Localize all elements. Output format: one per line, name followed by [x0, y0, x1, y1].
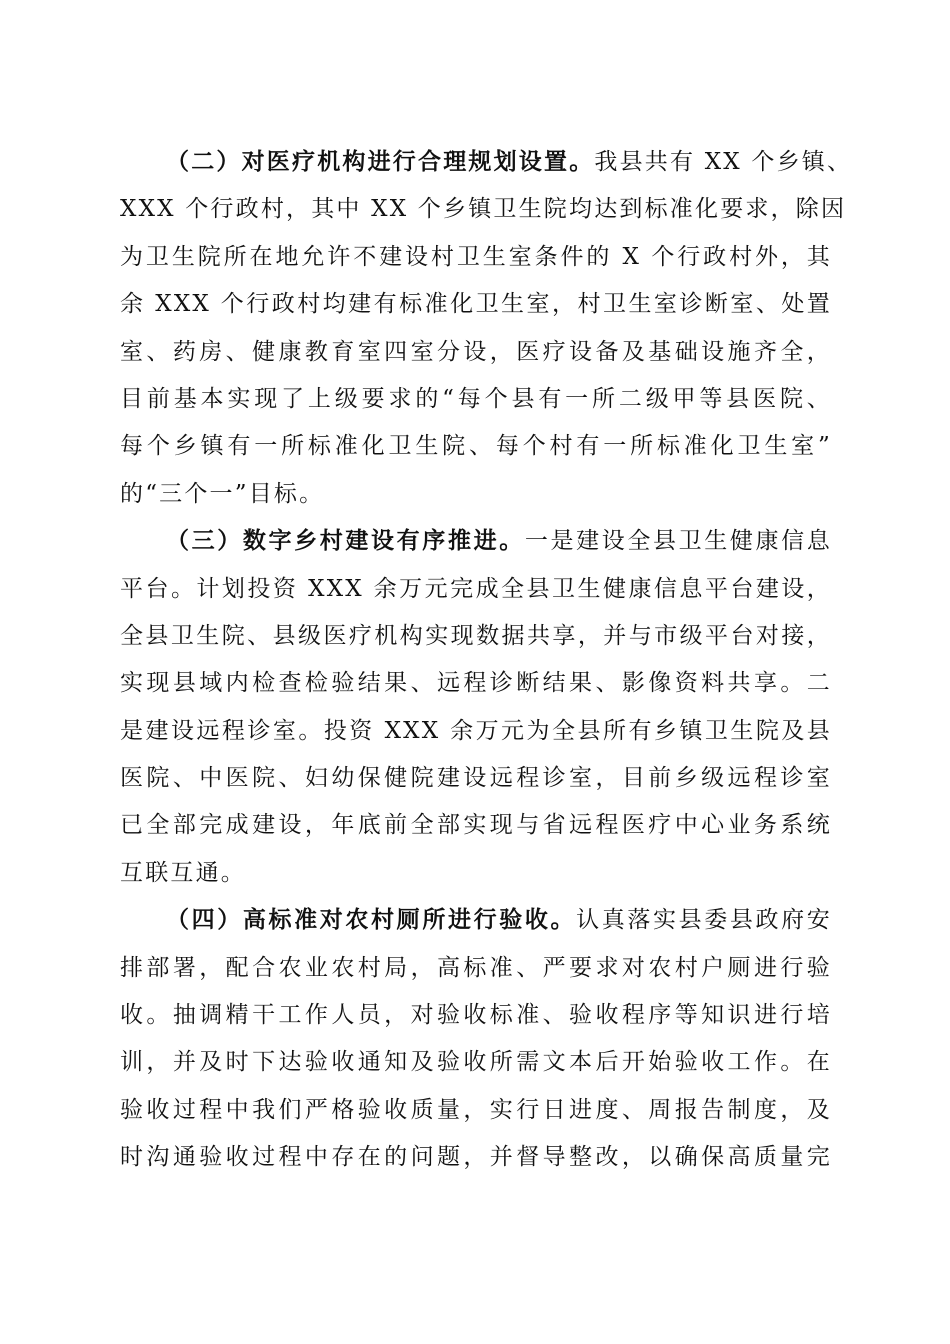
paragraph-digital-village [120, 518, 832, 897]
paragraph-first-line [120, 897, 832, 944]
paragraph-toilet-inspection [120, 897, 832, 1181]
text-run: 一是建设全县卫生健康信息 [524, 528, 832, 555]
text-line: 平台。计划投资 XXX 余万元完成全县卫生健康信息平台建设， [120, 575, 832, 602]
text-line: 目前基本实现了上级要求的“每个县有一所二级甲等县医院、 [120, 385, 832, 412]
text-line: 全县卫生院、县级医疗机构实现数据共享，并与市级平台对接， [120, 622, 832, 649]
text-line: 时沟通验收过程中存在的问题，并督导整改，以确保高质量完 [120, 1144, 832, 1171]
text-line: 余 XXX 个行政村均建有标准化卫生室，村卫生室诊断室、处置 [120, 291, 832, 318]
text-line: 训，并及时下达验收通知及验收所需文本后开始验收工作。在 [120, 1049, 832, 1076]
paragraph-first-line [120, 139, 853, 186]
text-line: 每个乡镇有一所标准化卫生院、每个村有一所标准化卫生室” [120, 433, 832, 460]
text-run: 我县共有 XX 个乡镇、 [594, 149, 853, 175]
text-line: XXX 个行政村，其中 XX 个乡镇卫生院均达到标准化要求，除因 [120, 196, 847, 223]
section-heading: （二）对医疗机构进行合理规划设置。 [166, 149, 595, 175]
text-line: 已全部完成建设，年底前全部实现与省远程医疗中心业务系统 [120, 812, 832, 839]
text-line: 互联互通。 [120, 859, 246, 886]
section-heading: （四）高标准对农村厕所进行验收。 [166, 907, 577, 934]
text-line: 为卫生院所在地允许不建设村卫生室条件的 X 个行政村外，其 [120, 243, 832, 270]
paragraph-medical-institutions [120, 139, 853, 518]
paragraph-first-line [120, 518, 832, 565]
text-line: 是建设远程诊室。投资 XXX 余万元为全县所有乡镇卫生院及县 [120, 717, 832, 744]
text-line: 室、药房、健康教育室四室分设，医疗设备及基础设施齐全， [120, 338, 832, 365]
text-line: 验收过程中我们严格验收质量，实行日进度、周报告制度，及 [120, 1096, 832, 1123]
text-line: 的“三个一”目标。 [120, 480, 325, 507]
text-line: 医院、中医院、妇幼保健院建设远程诊室，目前乡级远程诊室 [120, 765, 832, 792]
text-line: 排部署，配合农业农村局，高标准、严要求对农村户厕进行验 [120, 954, 832, 981]
text-line: 实现县域内检查检验结果、远程诊断结果、影像资料共享。二 [120, 670, 832, 697]
section-heading: （三）数字乡村建设有序推进。 [166, 528, 525, 555]
document-body [120, 139, 853, 1182]
text-line: 收。抽调精干工作人员，对验收标准、验收程序等知识进行培 [120, 1002, 832, 1029]
text-run: 认真落实县委县政府安 [576, 907, 833, 934]
